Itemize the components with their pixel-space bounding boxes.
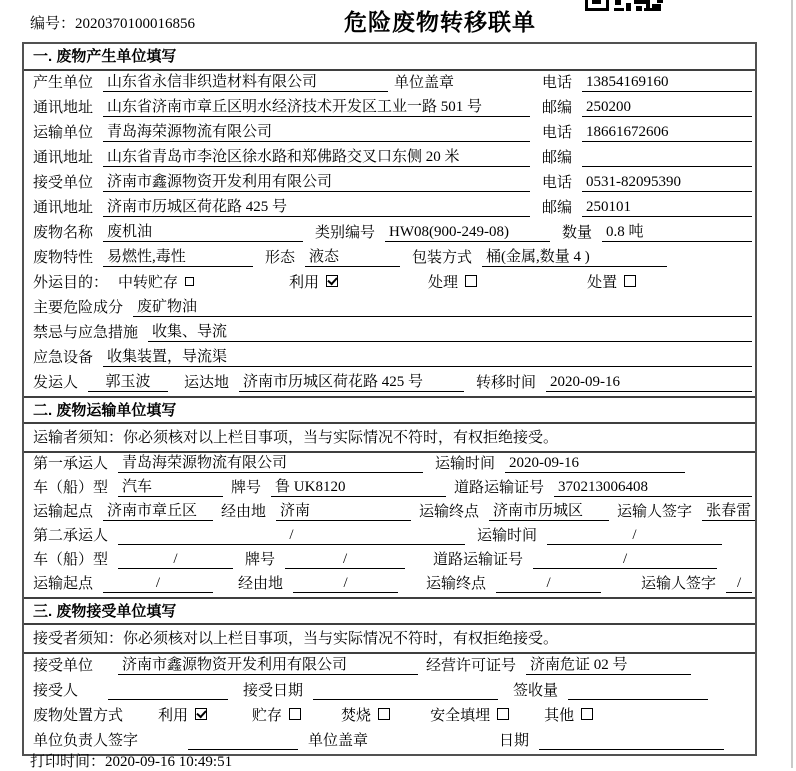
license-label: 经营许可证号 bbox=[426, 658, 517, 674]
purpose-transfer-checkbox bbox=[185, 277, 194, 286]
receive-zip-label: 邮编 bbox=[541, 200, 572, 216]
disposal-store-checkbox bbox=[289, 708, 301, 720]
carrier1-label: 第一承运人 bbox=[33, 456, 109, 472]
category-no-value: HW08(900-249-08) bbox=[385, 224, 550, 242]
row-emergency-equip bbox=[24, 346, 755, 371]
sign-qty-value bbox=[568, 682, 708, 700]
emergency-equip-label: 应急设备 bbox=[33, 350, 94, 366]
disposal-landfill-checkbox bbox=[497, 708, 509, 720]
receive-phone-label: 电话 bbox=[541, 175, 572, 191]
produce-phone-value: 13854169160 bbox=[582, 74, 752, 92]
row-route2 bbox=[24, 573, 755, 597]
via2-label: 经由地 bbox=[238, 576, 284, 592]
transport-unit-value: 青岛海荣源物流有限公司 bbox=[103, 121, 530, 142]
via1-label: 经由地 bbox=[221, 504, 267, 520]
row-vehicle2 bbox=[24, 549, 755, 573]
plate1-label: 牌号 bbox=[231, 480, 262, 496]
document-header bbox=[0, 0, 796, 42]
time2-label: 运输时间 bbox=[476, 528, 537, 544]
purpose-treat-group bbox=[428, 271, 477, 292]
end1-label: 运输终点 bbox=[419, 504, 480, 520]
row-produce-unit bbox=[24, 71, 755, 96]
road-cert2-value: / bbox=[533, 551, 717, 569]
waste-name-value: 废机油 bbox=[103, 221, 303, 242]
packing-label: 包装方式 bbox=[412, 250, 473, 266]
purpose-use-checkbox bbox=[326, 275, 338, 287]
row-vehicle1 bbox=[24, 477, 755, 501]
transport-phone-label: 电话 bbox=[541, 125, 572, 141]
s3-receive-unit-label: 接受单位 bbox=[33, 658, 94, 674]
purpose-use-label: 利用 bbox=[289, 275, 320, 291]
row-waste-trait bbox=[24, 246, 755, 271]
row-main-hazard bbox=[24, 296, 755, 321]
row-carrier2 bbox=[24, 525, 755, 549]
purpose-dispose-label: 处置 bbox=[587, 275, 618, 291]
taboo-label: 禁忌与应急措施 bbox=[33, 325, 139, 341]
via2-value: / bbox=[293, 575, 398, 593]
sign2-value: / bbox=[726, 575, 752, 593]
transport-addr-label: 通讯地址 bbox=[33, 150, 94, 166]
page-title: 危险废物转移联单 bbox=[344, 9, 536, 35]
road-cert2-label: 道路运输证号 bbox=[433, 552, 524, 568]
main-hazard-label: 主要危险成分 bbox=[33, 300, 124, 316]
road-cert1-value: 370213006408 bbox=[554, 479, 752, 497]
disposal-landfill-label: 安全填埋 bbox=[430, 708, 491, 724]
purpose-transfer-group bbox=[118, 271, 194, 292]
vehicle1-value: 汽车 bbox=[118, 477, 223, 497]
category-no-label: 类别编号 bbox=[315, 225, 376, 241]
transport-unit-label: 运输单位 bbox=[33, 125, 94, 141]
section1-header: 一. 废物产生单位填写 bbox=[24, 44, 755, 71]
plate2-value: / bbox=[285, 551, 405, 569]
section2-note: 运输者须知：你必须核对以上栏目事项，当与实际情况不符时，有权拒绝接受。 bbox=[24, 424, 755, 453]
transfer-time-label: 转移时间 bbox=[476, 375, 537, 391]
purpose-dispose-checkbox bbox=[624, 275, 636, 287]
receive-unit-value: 济南市鑫源物资开发利用有限公司 bbox=[103, 171, 530, 192]
via1-value: 济南 bbox=[276, 501, 411, 521]
purpose-use-group bbox=[289, 271, 338, 292]
leader-sign-value bbox=[188, 732, 298, 750]
shipper-value: 郭玉波 bbox=[88, 371, 168, 392]
quantity-label: 数量 bbox=[562, 225, 593, 241]
end1-value: 济南市历城区 bbox=[489, 501, 609, 521]
receive-addr-label: 通讯地址 bbox=[33, 200, 94, 216]
produce-zip-value: 250200 bbox=[582, 99, 752, 117]
disposal-burn-label: 焚烧 bbox=[341, 708, 372, 724]
section2-header: 二. 废物运输单位填写 bbox=[24, 396, 755, 424]
disposal-other-label: 其他 bbox=[544, 708, 575, 724]
disposal-burn-checkbox bbox=[378, 708, 390, 720]
row-carrier1 bbox=[24, 453, 755, 477]
waste-name-label: 废物名称 bbox=[33, 225, 94, 241]
license-value: 济南危证 02 号 bbox=[526, 654, 691, 675]
disposal-store-group bbox=[252, 704, 301, 725]
disposal-store-label: 贮存 bbox=[252, 708, 283, 724]
transport-zip-label: 邮编 bbox=[541, 150, 572, 166]
leader-sign-label: 单位负责人签字 bbox=[33, 733, 139, 749]
produce-phone-label: 电话 bbox=[541, 75, 572, 91]
taboo-value: 收集、导流 bbox=[148, 321, 752, 342]
origin2-value: / bbox=[103, 575, 213, 593]
vehicle2-label: 车（船）型 bbox=[33, 552, 109, 568]
qr-code-fragment-icon bbox=[585, 0, 665, 12]
emergency-equip-value: 收集装置，导流渠 bbox=[103, 346, 752, 367]
unit-seal-label: 单位盖章 bbox=[394, 75, 455, 91]
end2-value: / bbox=[496, 575, 601, 593]
produce-unit-label: 产生单位 bbox=[33, 75, 94, 91]
disposal-landfill-group bbox=[430, 704, 509, 725]
row-produce-addr bbox=[24, 96, 755, 121]
disposal-use-label: 利用 bbox=[158, 708, 189, 724]
disposal-use-group bbox=[158, 704, 207, 725]
end2-label: 运输终点 bbox=[426, 576, 487, 592]
row-waste-name bbox=[24, 221, 755, 246]
produce-zip-label: 邮编 bbox=[541, 100, 572, 116]
section3-header: 三. 废物接受单位填写 bbox=[24, 597, 755, 625]
print-time-value: 2020-09-16 10:49:51 bbox=[105, 754, 233, 770]
packing-value: 桶(金属,数量 4 ) bbox=[482, 246, 667, 267]
origin1-label: 运输起点 bbox=[33, 504, 94, 520]
waste-trait-label: 废物特性 bbox=[33, 250, 94, 266]
plate1-value: 鲁 UK8120 bbox=[271, 477, 446, 497]
sign-qty-label: 签收量 bbox=[513, 683, 559, 699]
row-taboo bbox=[24, 321, 755, 346]
disposal-burn-group bbox=[341, 704, 390, 725]
serial-value: 2020370100016856 bbox=[75, 16, 196, 32]
date-value bbox=[539, 732, 724, 750]
row-purpose bbox=[24, 271, 755, 296]
s3-unit-seal-label: 单位盖章 bbox=[308, 733, 369, 749]
row-transport-unit bbox=[24, 121, 755, 146]
receiver-value bbox=[108, 682, 228, 700]
sign1-value: 张春雷 bbox=[702, 501, 755, 521]
transfer-time-value: 2020-09-16 bbox=[546, 374, 752, 392]
date-label: 日期 bbox=[498, 733, 529, 749]
purpose-treat-label: 处理 bbox=[428, 275, 459, 291]
transport-zip-value bbox=[582, 149, 752, 167]
carrier2-label: 第二承运人 bbox=[33, 528, 109, 544]
row-shipper bbox=[24, 371, 755, 396]
serial-label: 编号： bbox=[30, 16, 76, 32]
origin1-value: 济南市章丘区 bbox=[103, 501, 213, 521]
produce-addr-value: 山东省济南市章丘区明水经济技术开发区工业一路 501 号 bbox=[103, 96, 530, 117]
quantity-value: 0.8 吨 bbox=[602, 221, 752, 242]
origin2-label: 运输起点 bbox=[33, 576, 94, 592]
produce-unit-value: 山东省永信非织造材料有限公司 bbox=[103, 71, 388, 92]
window-edge bbox=[791, 0, 793, 768]
section3-note: 接受者须知：你必须核对以上栏目事项，当与实际情况不符时，有权拒绝接受。 bbox=[24, 625, 755, 654]
purpose-dispose-group bbox=[587, 271, 636, 292]
purpose-label: 外运目的： bbox=[33, 275, 109, 291]
main-hazard-value: 废矿物油 bbox=[133, 296, 752, 317]
shipper-label: 发运人 bbox=[33, 375, 79, 391]
row-disposal bbox=[24, 704, 755, 729]
purpose-treat-checkbox bbox=[465, 275, 477, 287]
receive-date-label: 接受日期 bbox=[243, 683, 304, 699]
disposal-other-checkbox bbox=[581, 708, 593, 720]
form-state-label: 形态 bbox=[265, 250, 296, 266]
receive-zip-value: 250101 bbox=[582, 199, 752, 217]
vehicle2-value: / bbox=[118, 551, 233, 569]
transport-addr-value: 山东省青岛市李沧区徐水路和郑佛路交叉口东侧 20 米 bbox=[103, 146, 530, 167]
row-transport-addr bbox=[24, 146, 755, 171]
time2-value: / bbox=[547, 527, 722, 545]
road-cert1-label: 道路运输证号 bbox=[454, 480, 545, 496]
print-time-label: 打印时间： bbox=[30, 754, 106, 770]
disposal-other-group bbox=[544, 704, 593, 725]
produce-addr-label: 通讯地址 bbox=[33, 100, 94, 116]
carrier2-value: / bbox=[118, 527, 465, 545]
receive-unit-label: 接受单位 bbox=[33, 175, 94, 191]
carrier1-value: 青岛海荣源物流有限公司 bbox=[118, 453, 423, 473]
vehicle1-label: 车（船）型 bbox=[33, 480, 109, 496]
row-receive-unit bbox=[24, 171, 755, 196]
manifest-form bbox=[22, 42, 757, 756]
purpose-transfer-label: 中转贮存 bbox=[118, 275, 179, 291]
receive-phone-value: 0531-82095390 bbox=[582, 174, 752, 192]
plate2-label: 牌号 bbox=[245, 552, 276, 568]
form-state-value: 液态 bbox=[305, 246, 400, 267]
row-receiver bbox=[24, 679, 755, 704]
receiver-label: 接受人 bbox=[33, 683, 79, 699]
disposal-label: 废物处置方式 bbox=[33, 708, 124, 724]
row-receive-addr bbox=[24, 196, 755, 221]
receive-addr-value: 济南市历城区荷花路 425 号 bbox=[103, 196, 530, 217]
destination-label: 运达地 bbox=[184, 375, 230, 391]
time1-value: 2020-09-16 bbox=[505, 455, 685, 473]
time1-label: 运输时间 bbox=[435, 456, 496, 472]
receive-date-value bbox=[313, 682, 498, 700]
row-route1 bbox=[24, 501, 755, 525]
sign1-label: 运输人签字 bbox=[617, 504, 693, 520]
sign2-label: 运输人签字 bbox=[641, 576, 717, 592]
disposal-use-checkbox bbox=[195, 708, 207, 720]
s3-receive-unit-value: 济南市鑫源物资开发利用有限公司 bbox=[118, 654, 418, 675]
waste-trait-value: 易燃性,毒性 bbox=[103, 246, 253, 267]
transport-phone-value: 18661672606 bbox=[582, 124, 752, 142]
row-s3-receive-unit bbox=[24, 654, 755, 679]
destination-value: 济南市历城区荷花路 425 号 bbox=[239, 371, 464, 392]
